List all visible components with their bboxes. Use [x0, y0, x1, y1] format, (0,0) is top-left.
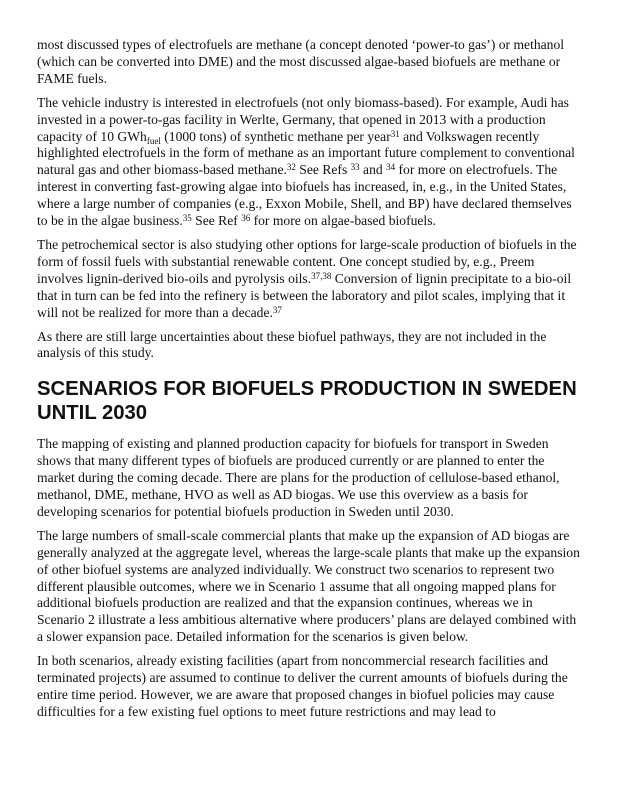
paragraph: [37, 37, 582, 88]
text-run: The large numbers of small-scale commercial plants that make up the expansion of AD biogas are generally analyzed at the aggregate level, whereas the large-scale plants that make up the expansion of other biofuel systems are analyzed individually. We construct two scenarios to represent two different plausible outcomes, where we in Scenario 1 assume that all ongoing mapped plans for additional biofuels production are realized and that the expansion continues, whereas we in Scenario 2 illustrate a less ambitious alternative where producers’ plans are delayed combined with a slower expansion pace. Detailed information for the scenarios is given below.: [37, 527, 580, 645]
subscript: fuel: [146, 135, 161, 146]
citation-superscript: 34: [386, 162, 396, 173]
document-page: [37, 37, 582, 728]
text-run: The vehicle industry is interested in electrofuels (not only biomass-based). For example, Audi has invested in a power-to-gas facility in Werlte, Germany, that opened in 2013 with a production capacity of 10 GWh: [37, 94, 569, 144]
paragraph: [37, 653, 582, 721]
body-text-top: [37, 37, 582, 362]
body-text-bottom: [37, 436, 582, 721]
citation-superscript: 33: [350, 162, 360, 173]
text-run: See Refs: [295, 162, 351, 178]
citation-superscript: 37,38: [311, 270, 332, 281]
citation-superscript: 31: [390, 128, 400, 139]
paragraph: [37, 436, 582, 521]
text-run: (1000 tons) of synthetic methane per year: [160, 128, 391, 144]
citation-superscript: 35: [182, 213, 192, 224]
citation-superscript: 36: [241, 213, 251, 224]
text-run: The petrochemical sector is also studying other options for large-scale production of biofuels in the form of fossil fuels with substantial renewable content. One concept studied by, e.g., Preem involves lignin-derived bio-oils and pyrolysis oils.: [37, 236, 577, 286]
text-run: for more on electrofuels. The interest in converting fast-growing algae into biofuels has increased, in, e.g., in the United States, where a large number of companies (e.g., Exxon Mobile, Shell, and BP) have declared themselves to be in the algae business.: [37, 162, 572, 229]
text-run: and: [359, 162, 387, 178]
text-run: As there are still large uncertainties about these biofuel pathways, they are not included in the analysis of this study.: [37, 328, 547, 361]
text-run: Conversion of lignin precipitate to a bio-oil that in turn can be fed into the refinery is between the laboratory and pilot scales, implying that it will not be realized for more than a decade.: [37, 270, 572, 320]
paragraph: [37, 528, 582, 646]
paragraph: [37, 95, 582, 230]
text-run: most discussed types of electrofuels are methane (a concept denoted ‘power-to gas’) or methanol (which can be converted into DME) and the most discussed algae-based biofuels are methane or FAME fuels.: [37, 37, 565, 86]
citation-superscript: 32: [286, 162, 296, 173]
text-run: In both scenarios, already existing facilities (apart from noncommercial research facilities and terminated projects) are assumed to continue to deliver the current amounts of biofuels during the entire time period. However, we are aware that proposed changes in biofuel policies may cause difficulties for a few existing fuel options to meet future restrictions and may lead to: [37, 653, 568, 719]
text-run: and Volkswagen recently highlighted electrofuels in the form of methane as an important future complement to conventional natural gas and other biomass-based methane.: [37, 128, 575, 178]
text-run: The mapping of existing and planned production capacity for biofuels for transport in Sweden shows that many different types of biofuels are produced currently or are planned to enter the market during the coming decade. There are plans for the production of cellulose-based ethanol, methanol, DME, methane, HVO as well as AD biogas. We use this overview as a basis for developing scenarios for potential biofuels production in Sweden until 2030.: [37, 436, 560, 519]
paragraph: [37, 237, 582, 322]
text-run: See Ref: [191, 213, 242, 229]
paragraph: [37, 329, 582, 363]
section-heading: SCENARIOS FOR BIOFUELS PRODUCTION IN SWEDEN UNTIL 2030: [37, 378, 577, 425]
citation-superscript: 37: [272, 304, 282, 315]
text-run: for more on algae-based biofuels.: [250, 213, 436, 229]
